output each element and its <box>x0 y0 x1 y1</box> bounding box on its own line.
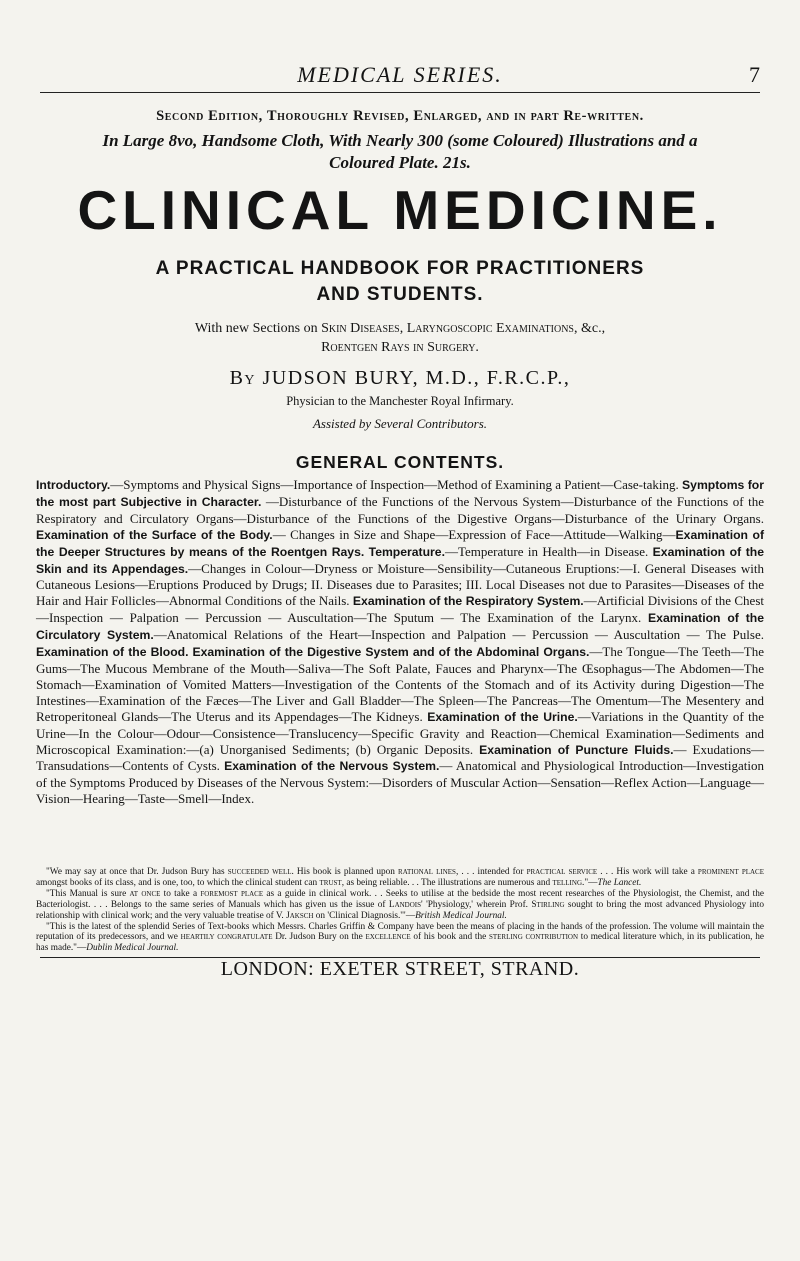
review-text: "We may say at once that Dr. Judson Bury has <box>46 867 228 877</box>
review-text: "This is the latest of the splendid Series of Text-books which Messrs. Charles Griffin & Company have been the means of placing in the hands of the profession. The volume will maintain the reputation of its predecessors, and we <box>36 921 764 943</box>
author-name: JUDSON BURY, M.D., F.R.C.P., <box>262 367 571 389</box>
contents-text-2: —Disturbance of the Functions of the Nervous System—Disturbance of the Functions of the Respiratory and Circulatory Organs—Disturbance of the Functions of the Digestive Organs—Disturbance of the Urinary Organs. <box>36 493 764 526</box>
contents-heading-3: Examination of the Surface of the Body. <box>36 527 273 542</box>
contents-text-11: —Variations in the Quantity of the Urine—In the Colour—Odour—Consistence—Translucency—Specific Gravity and Reaction—Chemical Examination—Sediments and Microscopical Examination:—(a) Unorganised Sediments; (b) Organic Deposits. <box>36 708 765 757</box>
publisher-imprint: LONDON: EXETER STREET, STRAND. <box>220 958 580 980</box>
press-reviews <box>36 867 764 954</box>
contents-heading-8: Examination of the Circulatory System. <box>36 611 765 643</box>
review-emphasis: telling <box>552 877 582 888</box>
contents-heading-6: Examination of the Skin and its Appendages. <box>36 544 764 576</box>
review-text: , as being reliable. . . The illustrations are numerous and <box>341 877 553 888</box>
contents-heading-2: Symptoms for the most part Subjective in Character. <box>36 478 764 509</box>
section-roentgen: Roentgen Rays in Surgery. <box>321 340 479 355</box>
review-text: of his book and the <box>410 932 489 943</box>
review-emphasis: foremost place <box>200 888 264 899</box>
review-emphasis: succeeded well. <box>227 867 294 877</box>
contents-heading-12: Examination of Puncture Fluids. <box>479 742 674 757</box>
new-sections-note <box>40 319 760 357</box>
review-emphasis: at once <box>129 888 161 899</box>
review-text: , . . . intended for <box>455 867 527 877</box>
review-text: sought to bring the most advanced Physiology into relationship with clinical work; and the very valuable treatise of V. <box>36 899 764 921</box>
contents-text-10: —The Tongue—The Teeth—The Gums—The Mucous Membrane of the Mouth—Saliva—The Soft Palate, Fauces and Pharynx—The Œsophagus—The Abdomen—The Stomach—Examination of Vomited Matters—Investigation of the Contents of the Stomach and of its Activity during Digestion—The Intestines—Examination of the Fæces—The Liver and Gall Bladder—The Spleen—The Pancreas—The Omentum—The Mesentery and Retroperitoneal Glands—The Uterus and its Appendages—The Kidneys. <box>36 644 764 724</box>
author-line <box>40 367 760 390</box>
book-title: CLINICAL MEDICINE. <box>77 179 723 241</box>
contents-text-1: —Symptoms and Physical Signs—Importance of Inspection—Method of Examining a Patient—Case-taking. <box>110 477 683 492</box>
series-title: MEDICAL SERIES. <box>297 62 503 87</box>
contents-text-13: — Anatomical and Physiological Introduction—Investigation of the Symptoms Produced by Diseases of the Nervous System:—Disorders of Muscular Action—Sensation—Reflex Action—Language—Vision—Hearing—Taste—Smell—Index. <box>36 758 764 807</box>
review-text: on 'Clinical Diagnosis.'"— <box>313 910 416 921</box>
review-text: amongst books of its class, and is one, too, to which the clinical student can <box>36 877 320 888</box>
running-head <box>0 62 800 92</box>
section-skin: Skin Diseases <box>321 321 400 336</box>
sections-sep-2: , &c., <box>574 321 606 336</box>
contents-text-12: — Exudations—Transudations—Contents of Cysts. <box>36 741 765 774</box>
contents-heading-13: Examination of the Nervous System. <box>224 759 440 774</box>
book-subtitle <box>40 256 760 308</box>
format-description <box>40 130 760 174</box>
contents-text-3: — Changes in Size and Shape—Expression of Face—Attitude—Walking— <box>272 526 676 542</box>
review-text: His book is planned upon <box>293 867 399 877</box>
review-emphasis: rational lines <box>398 867 456 877</box>
header-rule <box>40 92 760 93</box>
contents-text-5: —Temperature in Health—in Disease. <box>444 543 653 559</box>
contents-heading: GENERAL CONTENTS. <box>295 452 505 472</box>
review-bmj <box>36 889 764 922</box>
contents-heading-1: Introductory. <box>36 478 111 492</box>
subtitle-line-1: A PRACTICAL HANDBOOK FOR PRACTITIONERS <box>155 258 645 279</box>
format-line-1: In Large 8vo, Handsome Cloth, With Nearly 300 (some Coloured) Illustrations and a <box>102 131 698 150</box>
subtitle-line-2: AND STUDENTS. <box>316 284 484 305</box>
contents-heading-11: Examination of the Urine. <box>427 709 578 724</box>
review-emphasis: heartily congratulate <box>180 932 273 943</box>
review-emphasis: Jaksch <box>286 910 314 921</box>
contents-heading-5: Temperature. <box>368 544 445 559</box>
review-source: The Lancet. <box>597 877 642 888</box>
review-source: British Medical Journal. <box>415 910 507 921</box>
review-emphasis: Landois' <box>388 899 423 910</box>
contents-heading-7: Examination of the Respiratory System. <box>352 594 584 609</box>
author-by: By <box>229 367 257 389</box>
review-emphasis: excellence <box>365 932 411 943</box>
contents-heading-9: Examination of the Blood. <box>36 645 189 660</box>
review-text: Dr. Judson Bury on the <box>272 932 366 943</box>
review-text: . . . His work will take a <box>597 867 698 877</box>
review-text: ."— <box>582 877 598 888</box>
assisted-by: Assisted by Several Contributors. <box>312 416 488 431</box>
contents-text-7: —Artificial Divisions of the Chest—Inspection — Palpation — Percussion — Auscultation—The Sputum — The Examination of the Larynx. <box>36 593 764 626</box>
sections-prefix: With new Sections on <box>194 321 322 336</box>
sections-sep-1: , <box>399 321 407 336</box>
review-text: as a guide in clinical work. . . Seeks to utilise at the bedside the most recent researches of the Physiologist, the Chemist, and the Bacteriologist. . . . Belongs to the same series of Manuals which has given us the issue of <box>36 888 764 910</box>
author-position: Physician to the Manchester Royal Infirmary. <box>286 394 514 408</box>
review-text: to medical literature which, in its publication, he has made."— <box>36 932 764 954</box>
review-text: 'Physiology,' wherein Prof. <box>422 899 532 910</box>
review-emphasis: sterling contribution <box>488 932 579 943</box>
contents-heading-10: Examination of the Digestive System and of the Abdominal Organs. <box>192 645 590 660</box>
review-lancet <box>36 867 764 889</box>
review-source: Dublin Medical Journal. <box>86 943 179 954</box>
review-emphasis: prominent place <box>697 867 765 877</box>
review-text: to take a <box>160 888 201 899</box>
review-text: "This Manual is sure <box>46 888 130 899</box>
contents-text-8: —Anatomical Relations of the Heart—Inspection and Palpation — Percussion — Auscultation — The Pulse. <box>153 627 764 643</box>
contents-heading-4: Examination of the Deeper Structures by means of the Roentgen Rays. <box>36 527 764 559</box>
review-dublin <box>36 922 764 955</box>
section-laryngoscopic: Laryngoscopic Examinations <box>406 321 574 336</box>
format-line-2: Coloured Plate. 21s. <box>329 153 471 172</box>
review-emphasis: practical service <box>526 867 598 877</box>
review-emphasis: Stirling <box>531 899 565 910</box>
page-number: 7 <box>749 62 760 87</box>
review-emphasis: trust <box>319 877 342 888</box>
contents-text-6: —Changes in Colour—Dryness or Moisture—Sensibility—Cutaneous Eruptions:—I. General Diseases with Cutaneous Lesions—Eruptions Produced by Drugs; II. Diseases due to Parasites; III. Local Diseases not due to Parasites—Diseases of the Hair and Hair Follicles—Abnormal Conditions of the Nails. <box>36 560 765 609</box>
edition-line: Second Edition, Thoroughly Revised, Enlarged, and in part Re-written. <box>156 108 644 124</box>
general-contents <box>36 477 764 807</box>
